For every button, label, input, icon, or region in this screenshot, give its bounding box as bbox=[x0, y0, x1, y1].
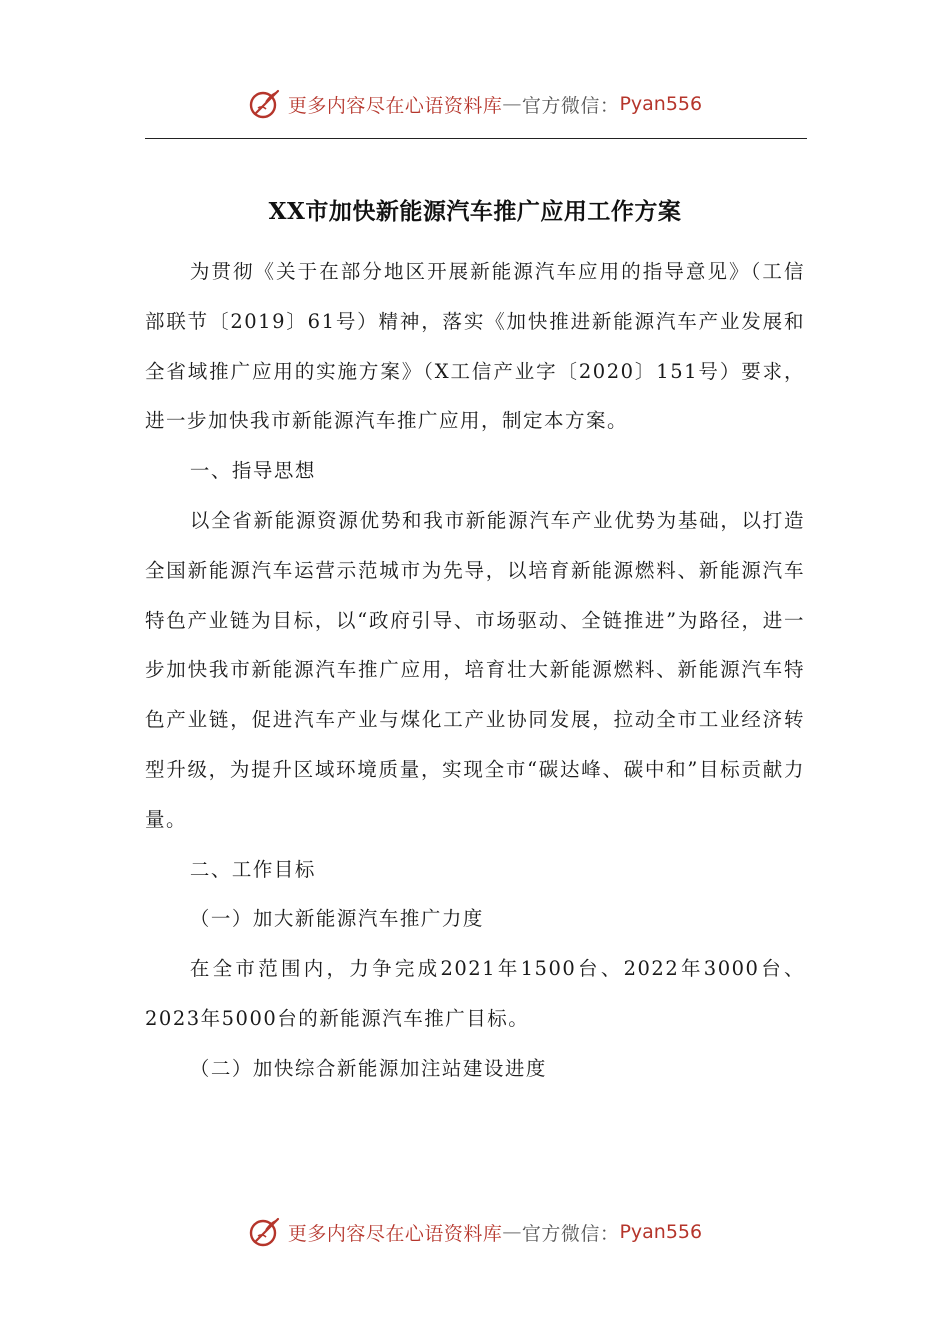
banner-wechat-label: 官方微信： bbox=[521, 1222, 620, 1245]
guiding-ideology-paragraph: 以全省新能源资源优势和我市新能源汽车产业优势为基础，以打造全国新能源汽车运营示范城市为先导，以培育新能源燃料、新能源汽车特色产业链为目标，以“政府引导、市场驱动、全链推进”为路径，进一步加快我市新能源汽车推广应用，培育壮大新能源燃料、新能源汽车特色产业链，促进汽车产业与煤化工产业协同发展，拉动全市工业经济转型升级，为提升区域环境质量，实现全市“碳达峰、碳中和”目标贡献力量。 bbox=[145, 508, 805, 831]
subsection-heading-promotion: （一）加大新能源汽车推广力度 bbox=[189, 907, 484, 931]
banner-dash: — bbox=[502, 1221, 522, 1243]
promotion-target-paragraph: 在全市范围内，力争完成2021年1500台、2022年3000台、2023年5000台的新能源汽车推广目标。 bbox=[145, 957, 805, 1030]
banner-wechat-label: 官方微信： bbox=[521, 94, 620, 117]
document-body bbox=[145, 247, 805, 1094]
footer-watermark-banner bbox=[0, 1212, 950, 1252]
subsection-heading-refueling-stations: （二）加快综合新能源加注站建设进度 bbox=[189, 1056, 547, 1080]
section-heading-guiding-ideology: 一、指导思想 bbox=[189, 459, 316, 483]
quill-logo-icon bbox=[248, 87, 282, 121]
intro-paragraph: 为贯彻《关于在部分地区开展新能源汽车应用的指导意见》（工信部联节〔2019〕61号）精神，落实《加快推进新能源汽车产业发展和全省域推广应用的实施方案》（X工信产业字〔2020〕151号）要求，进一步加快我市新能源汽车推广应用，制定本方案。 bbox=[145, 260, 805, 433]
banner-wechat-id: Pyan556 bbox=[619, 93, 703, 115]
banner-dash: — bbox=[502, 93, 522, 115]
header-watermark-banner bbox=[0, 84, 950, 124]
banner-main-text: 更多内容尽在心语资料库 bbox=[287, 1222, 503, 1245]
banner-main-text: 更多内容尽在心语资料库 bbox=[287, 94, 503, 117]
quill-logo-icon bbox=[248, 1215, 282, 1249]
banner-wechat-id: Pyan556 bbox=[619, 1221, 703, 1243]
document-title: XX市加快新能源汽车推广应用工作方案 bbox=[268, 198, 682, 226]
header-divider bbox=[145, 138, 807, 139]
section-heading-work-goals: 二、工作目标 bbox=[189, 857, 316, 881]
